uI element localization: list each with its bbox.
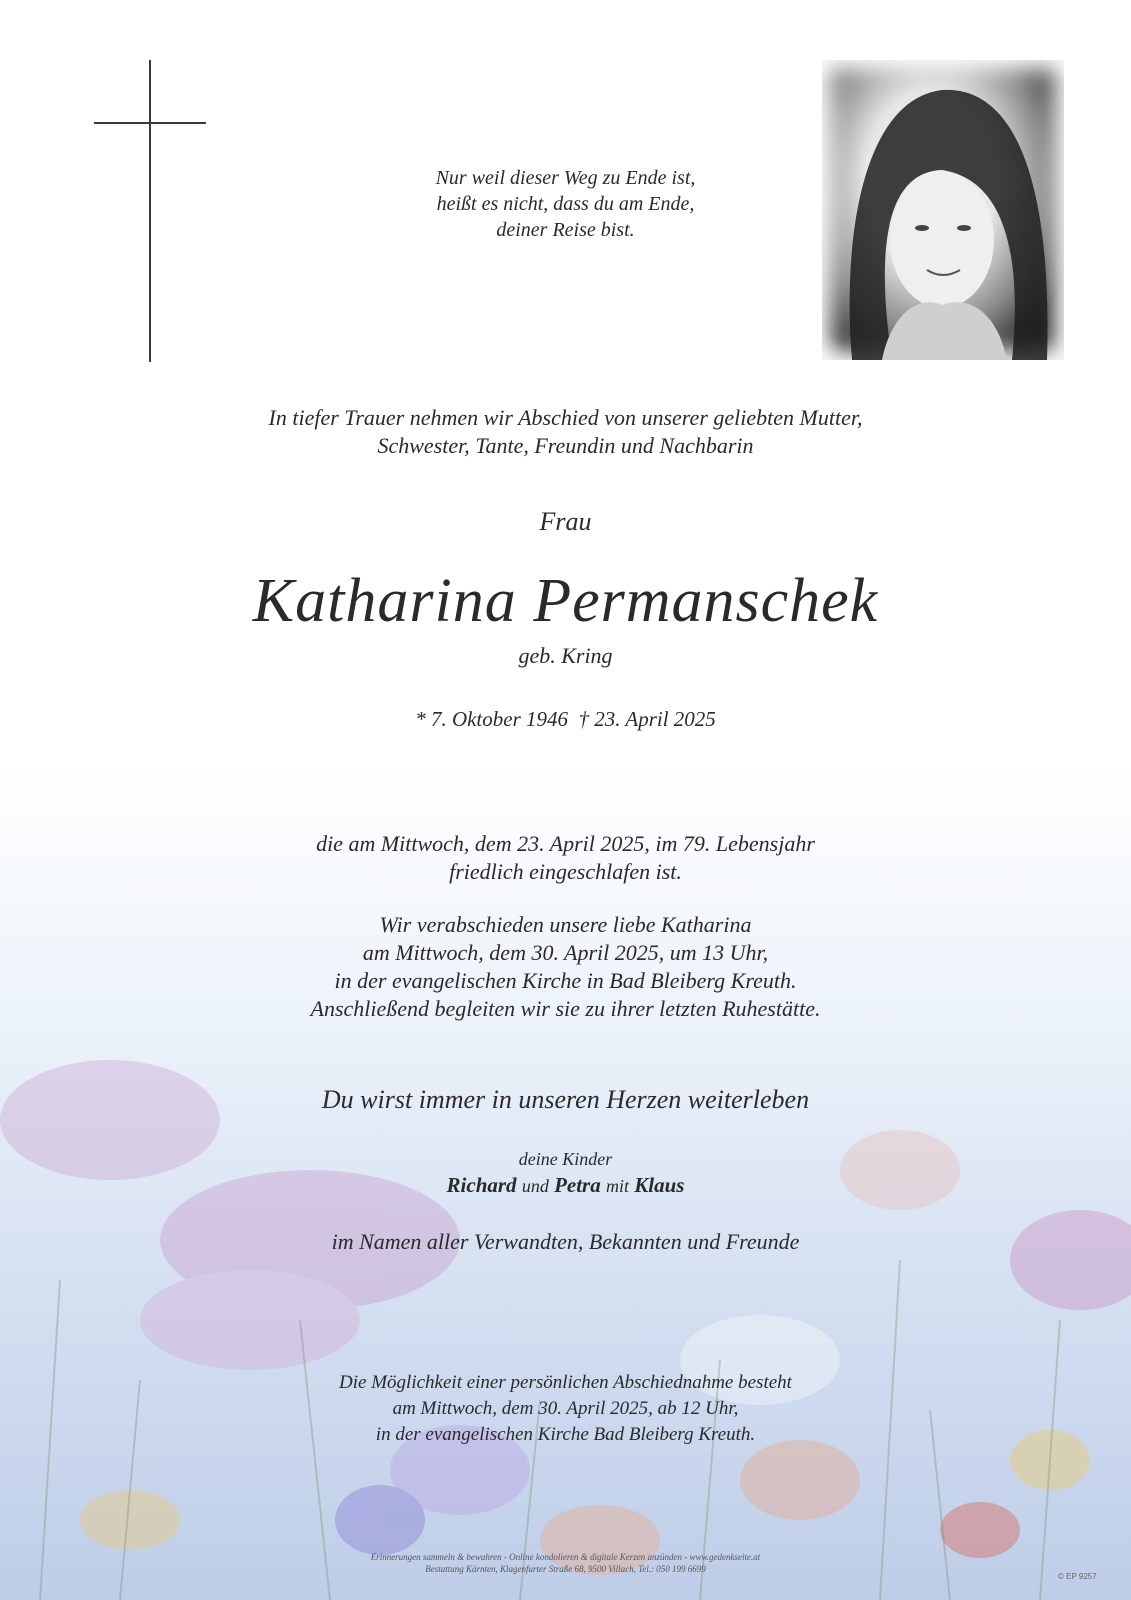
intro-line-2: Schwester, Tante, Freundin und Nachbarin	[377, 433, 754, 458]
memory-phrase: Du wirst immer in unseren Herzen weiterleben	[321, 1085, 810, 1114]
mourner-name-2: Petra	[554, 1173, 601, 1197]
death-notice-line-1: die am Mittwoch, dem 23. April 2025, im 79. Lebensjahr	[316, 831, 815, 856]
cross-horizontal-bar	[94, 122, 206, 124]
memorial-quote	[0, 165, 1131, 243]
mourner-name-3: Klaus	[634, 1173, 685, 1197]
salutation: Frau	[539, 507, 592, 536]
service-line-4: Anschließend begleiten wir sie zu ihrer letzten Ruhestätte.	[310, 996, 821, 1021]
maiden-name: geb. Kring	[518, 643, 613, 668]
footer-line-2: Bestattung Kärnten, Klagenfurter Straße 68, 9500 Villach, Tel.: 050 199 6699	[425, 1564, 706, 1574]
service-line-1: Wir verabschieden unsere liebe Katharina	[379, 912, 752, 937]
farewell-info	[0, 1370, 1131, 1448]
intro-line-1: In tiefer Trauer nehmen wir Abschied von unserer geliebten Mutter,	[268, 405, 863, 430]
death-notice	[0, 830, 1131, 886]
relatives-line: im Namen aller Verwandten, Bekannten und Freunde	[331, 1229, 800, 1254]
mourner-name-1: Richard	[446, 1173, 517, 1197]
document-code: © EP 9257	[1058, 1572, 1097, 1581]
farewell-line-3: in der evangelischen Kirche Bad Bleiberg Kreuth.	[375, 1424, 756, 1445]
service-line-3: in der evangelischen Kirche in Bad Bleiberg Kreuth.	[334, 968, 797, 993]
quote-line-3: deiner Reise bist.	[496, 219, 635, 241]
deceased-name: Katharina Permanschek	[252, 567, 879, 635]
mourner-conjunction-2: mit	[605, 1176, 629, 1196]
mourner-conjunction-1: und	[521, 1176, 549, 1196]
life-dates: * 7. Oktober 1946 † 23. April 2025	[415, 707, 716, 731]
service-line-2: am Mittwoch, dem 30. April 2025, um 13 Uhr,	[362, 940, 769, 965]
death-notice-line-2: friedlich eingeschlafen ist.	[449, 859, 682, 884]
footer-info	[0, 1551, 1131, 1575]
footer-line-1: Erinnerungen sammeln & bewahren - Online kondolieren & digitale Kerzen anzünden - www.gedenkseite.at	[370, 1552, 761, 1562]
farewell-line-1: Die Möglichkeit einer persönlichen Abschiednahme besteht	[339, 1372, 792, 1393]
service-details	[0, 911, 1131, 1023]
mourners-label: deine Kinder	[518, 1149, 613, 1169]
mourners-names	[0, 1173, 1131, 1198]
farewell-line-2: am Mittwoch, dem 30. April 2025, ab 12 Uhr,	[392, 1398, 739, 1419]
intro-text	[0, 404, 1131, 460]
quote-line-1: Nur weil dieser Weg zu Ende ist,	[435, 167, 696, 189]
quote-line-2: heißt es nicht, dass du am Ende,	[436, 193, 695, 215]
